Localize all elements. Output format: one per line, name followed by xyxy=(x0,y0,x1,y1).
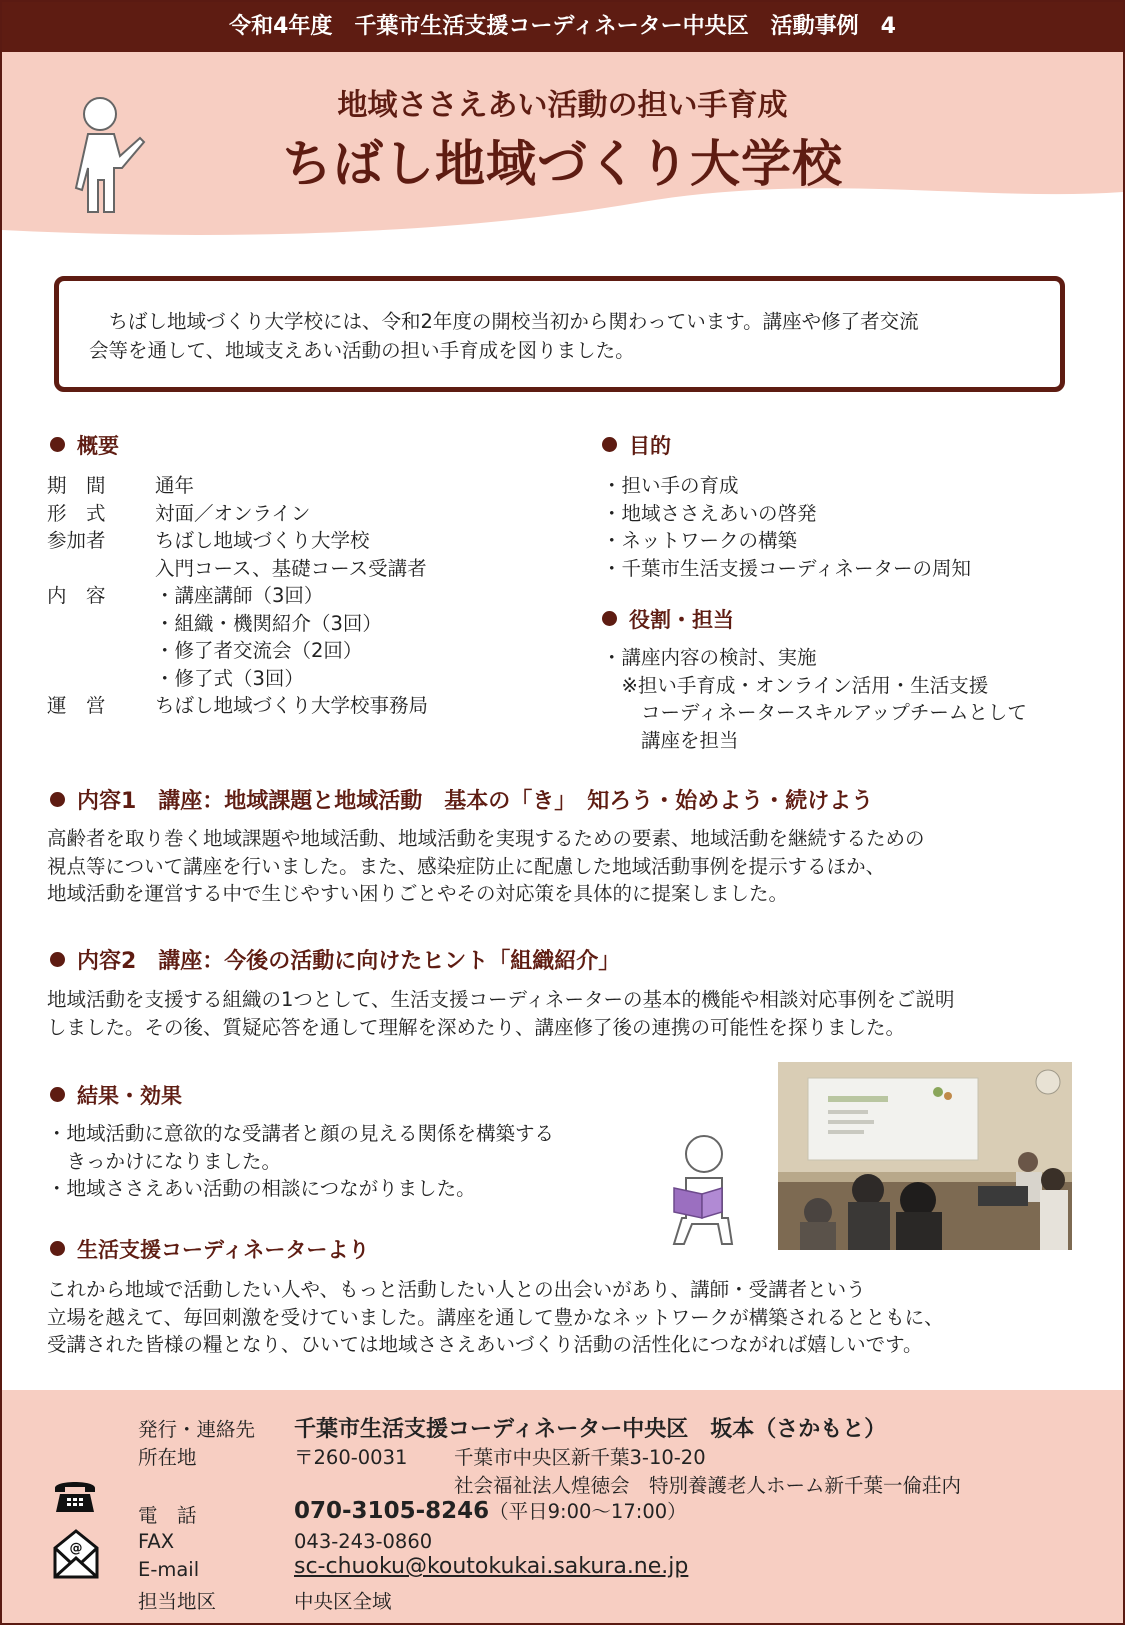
coordinator-heading: 生活支援コーディネーターより xyxy=(50,1234,369,1264)
roles-heading: 役割・担当 xyxy=(602,604,734,634)
fax-label: FAX xyxy=(138,1530,175,1553)
roles-line: コーディネータースキルアップチームとして xyxy=(602,701,1027,724)
email-link[interactable]: sc-chuoku@koutokukai.sakura.ne.jp xyxy=(294,1554,689,1579)
purpose-list xyxy=(602,472,971,582)
address-line: 社会福祉法人煌徳会 特別養護老人ホーム新千葉一倫荘内 xyxy=(454,1474,962,1497)
lecture-photo xyxy=(778,1062,1072,1250)
overview-row: 入門コース、基礎コース受講者 xyxy=(155,556,427,580)
postal-code: 〒260-0031 xyxy=(294,1446,408,1469)
content2-heading: 内容2 講座：今後の活動に向けたヒント「組織紹介」 xyxy=(50,944,620,975)
purpose-item: ・担い手の育成 xyxy=(602,474,739,497)
purpose-item: ・地域ささえあいの啓発 xyxy=(602,501,817,525)
content1-text: 高齢者を取り巻く地域課題や地域活動、地域活動を実現するための要素、地域活動を継続するための 視点等について講座を行いました。また、感染症防止に配慮した地域活動事例を提示するほか、 地域活動を運営する中で生じやすい困りごとやその対応策を具体的に提案しました。 xyxy=(47,827,925,905)
overview-heading: 概要 xyxy=(50,430,119,460)
person-pointing-icon xyxy=(64,94,154,219)
phone-icon xyxy=(52,1476,98,1516)
fax-number: 043-243-0860 xyxy=(294,1530,433,1553)
email-label: E-mail xyxy=(138,1558,200,1581)
coordinator-text: これから地域で活動したい人や、もっと活動したい人との出会いがあり、講師・受講者という 立場を越えて、毎回刺激を受けていました。講座を通して豊かなネットワークが構築されるとともに、 受講された皆様の糧となり、ひいては地域ささえあいづくり活動の活性化につながれば嬉しいです。 xyxy=(47,1278,944,1356)
person-reading-icon xyxy=(662,1132,742,1250)
content1-heading: 内容1 講座：地域課題と地域活動 基本の「き」 知ろう・始めよう・続けよう xyxy=(50,784,873,815)
address-label: 所在地 xyxy=(138,1446,197,1469)
results-heading: 結果・効果 xyxy=(50,1080,182,1110)
overview-row: ・修了者交流会（2回） xyxy=(155,639,363,662)
overview-row: 期 間 通年 xyxy=(47,474,195,497)
roles-line: ※担い手育成・オンライン活用・生活支援 xyxy=(602,673,989,697)
bullet-dot xyxy=(602,437,617,452)
roles-line: 講座を担当 xyxy=(602,728,739,752)
publisher-value: 千葉市生活支援コーディネーター中央区 坂本（さかもと） xyxy=(294,1417,887,1442)
intro-line: 会等を通して、地域支えあい活動の担い手育成を図りました。 xyxy=(89,339,635,362)
bullet-dot xyxy=(50,437,65,452)
purpose-heading: 目的 xyxy=(602,430,671,460)
page-title: ちばし地域づくり大学校 xyxy=(282,135,843,193)
results-text: ・地域活動に意欲的な受講者と顔の見える関係を構築する きっかけになりました。 ・地域ささえあい活動の相談につながりました。 xyxy=(47,1122,555,1200)
publisher-label: 発行・連絡先 xyxy=(138,1418,256,1441)
intro-line: ちばし地域づくり大学校には、令和2年度の開校当初から関わっています。講座や修了者交流 xyxy=(89,310,919,333)
overview-row: 運 営 ちばし地域づくり大学校事務局 xyxy=(47,694,429,717)
bullet-dot xyxy=(50,792,65,807)
purpose-item: ・ネットワークの構築 xyxy=(602,529,798,552)
bullet-dot xyxy=(50,952,65,967)
overview-row: 参加者 ちばし地域づくり大学校 xyxy=(47,529,370,552)
overview-row: 形 式 対面／オンライン xyxy=(47,501,311,525)
bullet-dot xyxy=(602,611,617,626)
mail-icon xyxy=(52,1528,100,1580)
phone-label: 電 話 xyxy=(138,1504,197,1527)
phone-number: 070-3105-8246（平日9:00～17:00） xyxy=(294,1498,687,1524)
page-subtitle: 地域ささえあい活動の担い手育成 xyxy=(337,88,788,123)
overview-row: 内 容 ・講座講師（3回） xyxy=(47,584,324,607)
area-value: 中央区全域 xyxy=(294,1590,392,1613)
bullet-dot xyxy=(50,1241,65,1256)
contact-footer xyxy=(2,1390,1123,1623)
bullet-dot xyxy=(50,1087,65,1102)
address-line: 千葉市中央区新千葉3-10-20 xyxy=(454,1446,706,1469)
roles-list xyxy=(602,644,1027,754)
content2-text: 地域活動を支援する組織の1つとして、生活支援コーディネーターの基本的機能や相談対応事例をご説明 しました。その後、質疑応答を通して理解を深めたり、講座修了後の連携の可能性を探りました。 xyxy=(47,988,955,1039)
overview-table xyxy=(47,472,428,720)
area-label: 担当地区 xyxy=(138,1590,217,1613)
overview-row: ・組織・機関紹介（3回） xyxy=(155,611,382,635)
overview-row: ・修了式（3回） xyxy=(155,666,304,690)
intro-box xyxy=(54,276,1065,392)
svg-text:@: @ xyxy=(69,1541,83,1556)
purpose-item: ・千葉市生活支援コーディネーターの周知 xyxy=(602,556,971,580)
roles-line: ・講座内容の検討、実施 xyxy=(602,646,817,669)
top-banner: 令和4年度 千葉市生活支援コーディネーター中央区 活動事例 4 xyxy=(2,2,1123,52)
